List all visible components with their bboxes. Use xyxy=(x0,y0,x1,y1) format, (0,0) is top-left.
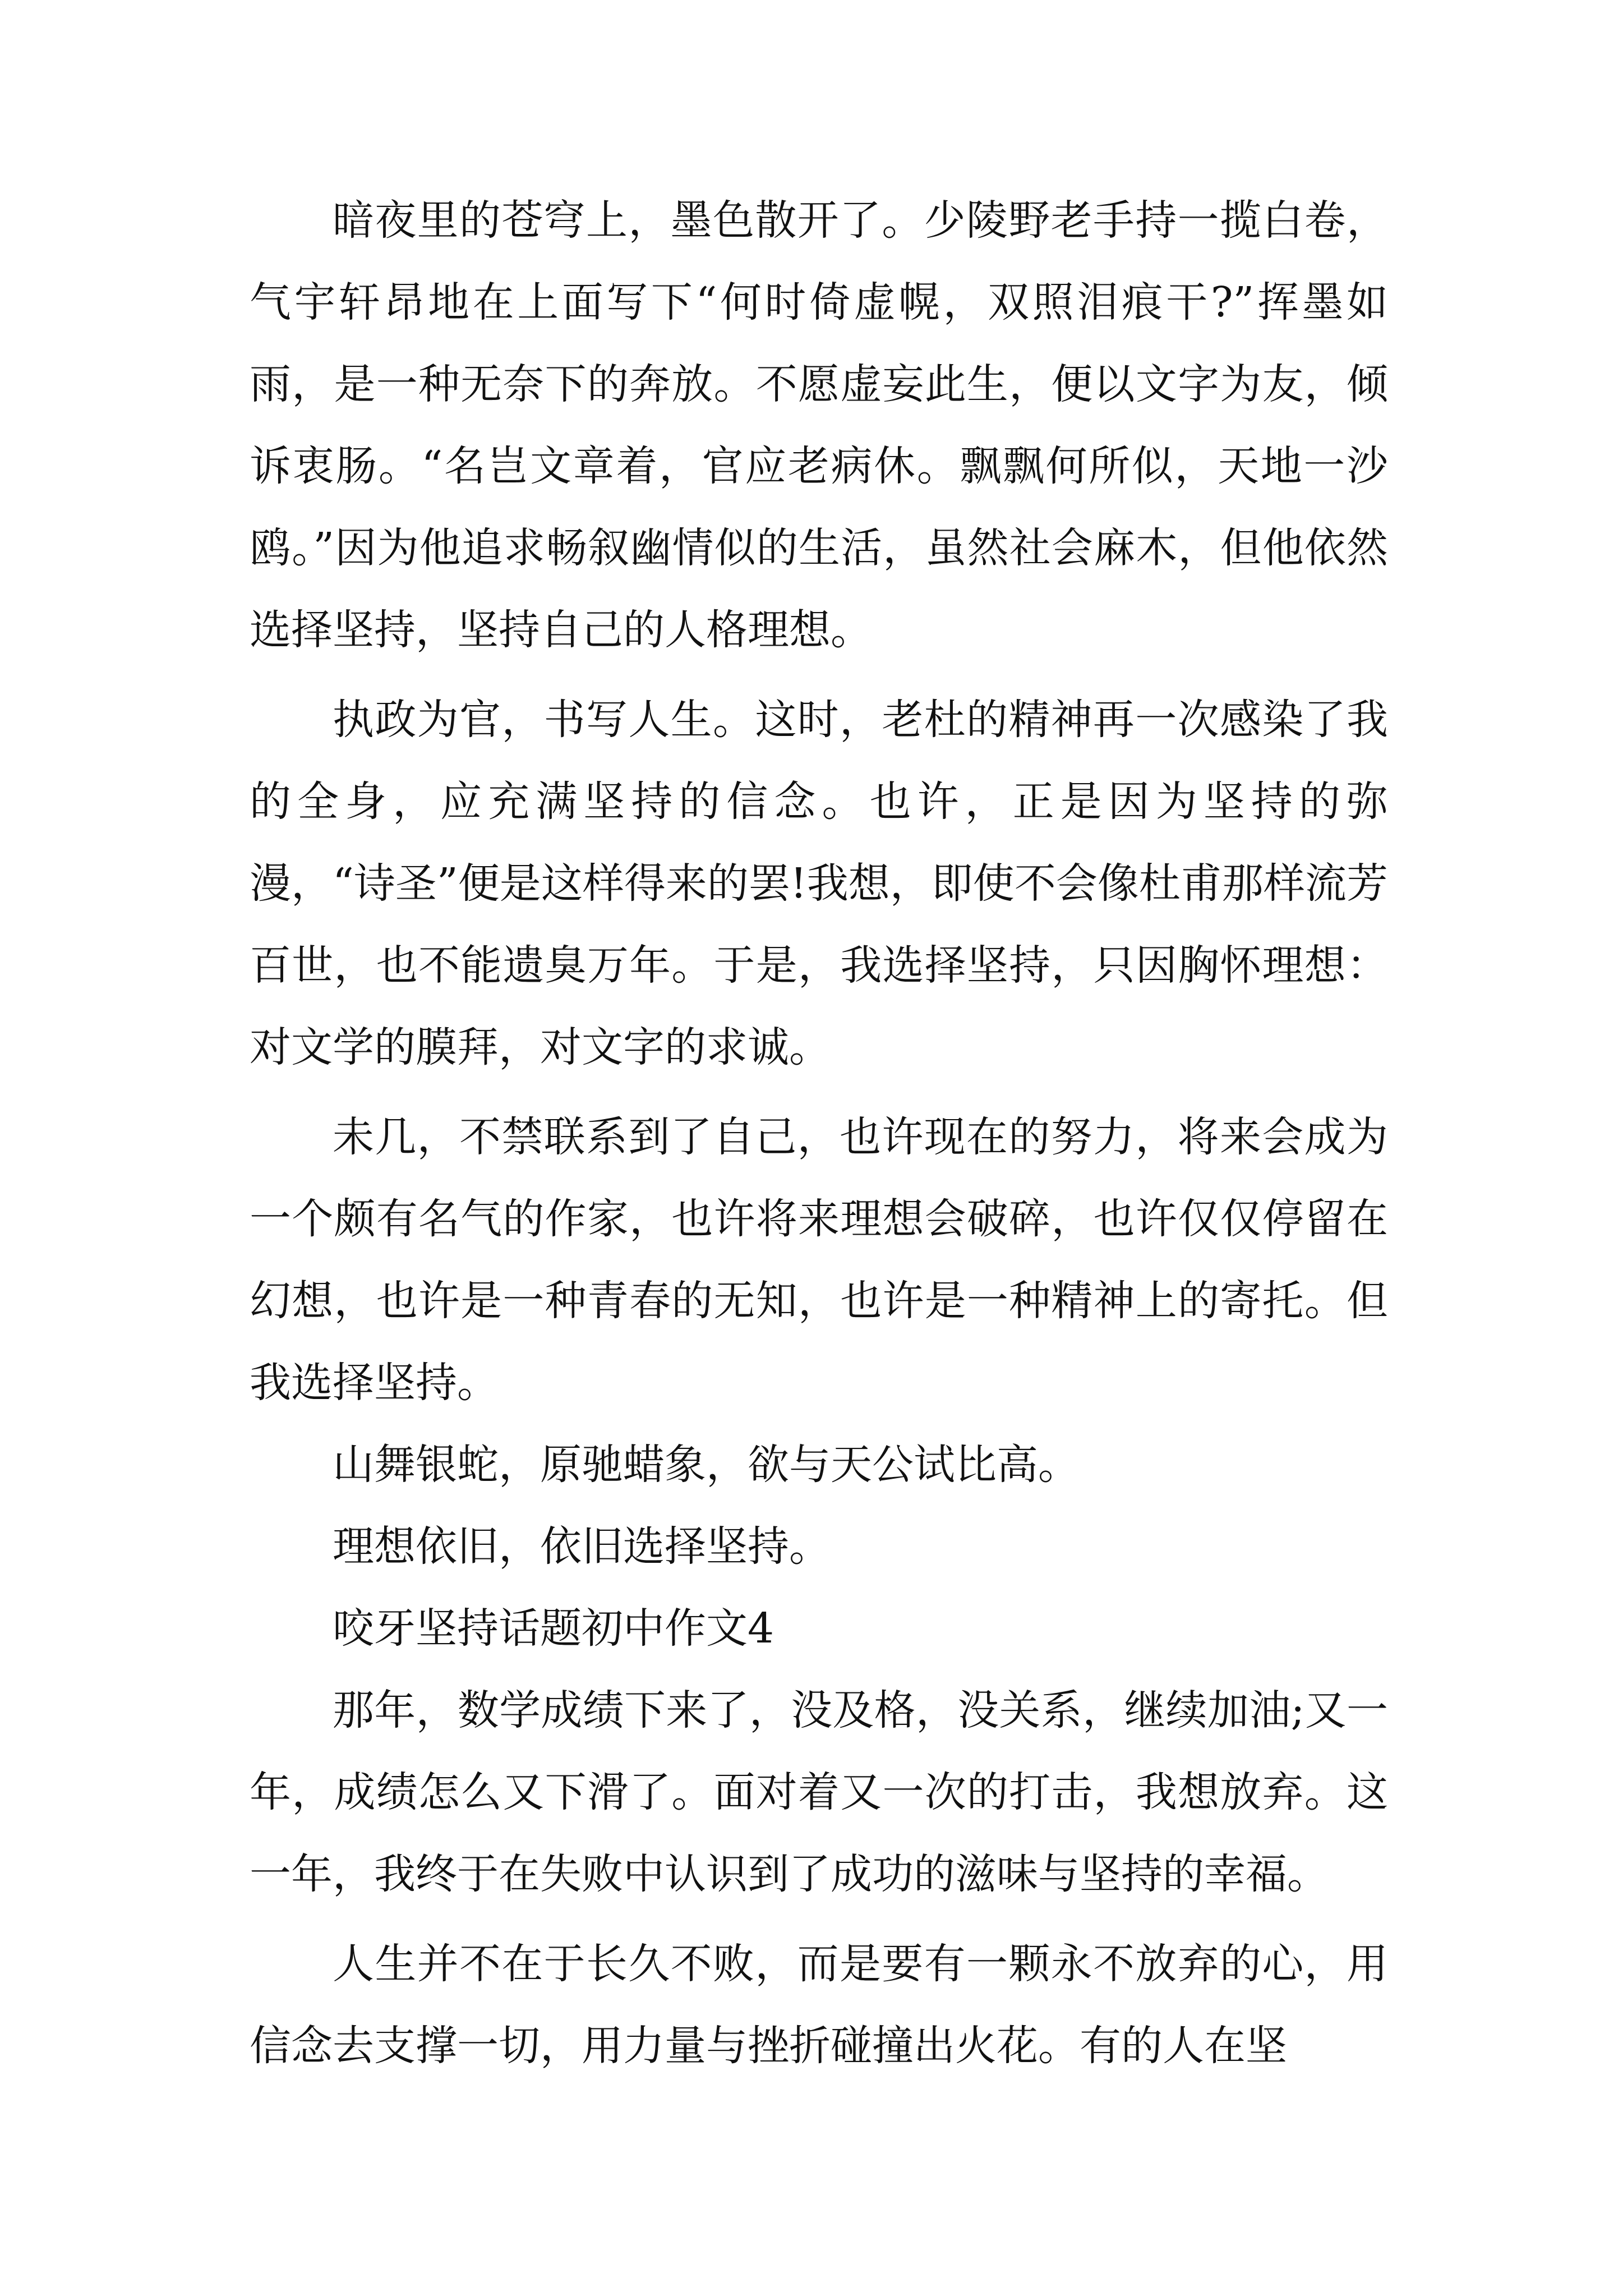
paragraph-ideal: 理想依旧，依旧选择坚持。 xyxy=(333,1522,831,1571)
paragraph-never-give-up: 人生并不在于长久不败，而是要有一颗永不放弃的心，用信念去支撑一切，用力量与挫折碰撞出火花。有的人在坚 xyxy=(250,1940,1388,2070)
paragraph-self-reflection: 未几，不禁联系到了自己，也许现在的努力，将来会成为一个颇有名气的作家，也许将来理想会破碎，也许仅仅停留在幻想，也许是一种青春的无知，也许是一种精神上的寄托。但我选择坚持。 xyxy=(250,1113,1388,1407)
paragraph-holding-office: 执政为官，书写人生。这时，老杜的精神再一次感染了我的全身，应充满坚持的信念。也许，正是因为坚持的弥漫，“诗圣”便是这样得来的罢!我想，即使不会像杜甫那样流芳百世，也不能遗臭万年。于是，我选择坚持，只因胸怀理想：对文学的膜拜，对文字的求诚。 xyxy=(250,696,1388,1071)
paragraph-du-fu: 暗夜里的苍穹上，墨色散开了。少陵野老手持一揽白卷，气宇轩昂地在上面写下“何时倚虚幌，双照泪痕干?”挥墨如雨，是一种无奈下的奔放。不愿虚妄此生，便以文字为友，倾诉衷肠。“名岂文章着，官应老病休。飘飘何所似，天地一沙鸥。”因为他追求畅叙幽情似的生活，虽然社会麻木，但他依然选择坚持，坚持自己的人格理想。 xyxy=(250,196,1388,654)
paragraph-math-grades: 那年，数学成绩下来了，没及格，没关系，继续加油;又一年，成绩怎么又下滑了。面对着又一次的打击，我想放弃。这一年，我终于在失败中认识到了成功的滋味与坚持的幸福。 xyxy=(250,1686,1388,1898)
paragraph-poem-line: 山舞银蛇，原驰蜡象，欲与天公试比高。 xyxy=(333,1441,1080,1489)
essay-heading: 咬牙坚持话题初中作文4 xyxy=(333,1604,774,1653)
document-body xyxy=(250,180,1388,2087)
